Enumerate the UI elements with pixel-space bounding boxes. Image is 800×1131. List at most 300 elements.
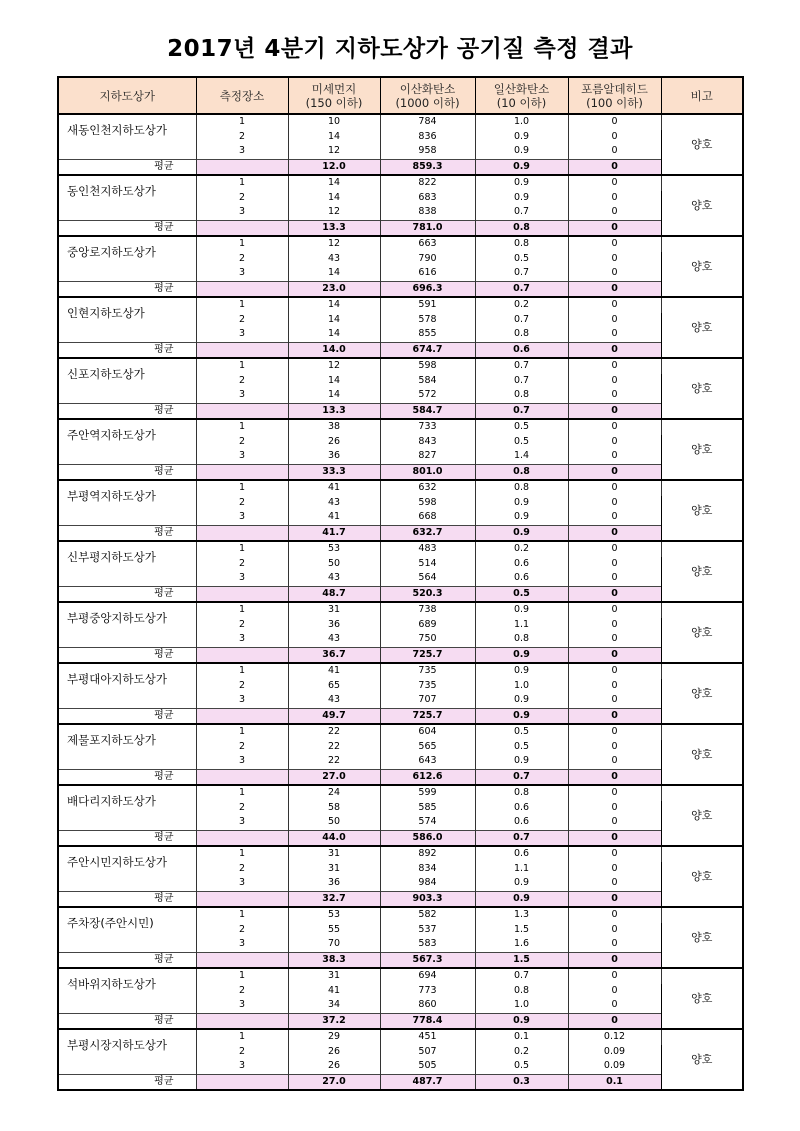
co2-value: 537 <box>380 923 475 938</box>
average-location-blank <box>196 1074 288 1090</box>
pm10-average: 38.3 <box>288 952 380 968</box>
average-row <box>58 769 743 785</box>
location-number: 2 <box>196 191 288 206</box>
location-number: 3 <box>196 1059 288 1074</box>
note-cell: 양호 <box>661 236 743 297</box>
average-row <box>58 342 743 358</box>
co2-value: 855 <box>380 327 475 342</box>
co2-average: 859.3 <box>380 159 475 175</box>
hcho-value: 0 <box>568 801 661 816</box>
co2-value: 984 <box>380 876 475 891</box>
pm10-value: 14 <box>288 175 380 191</box>
average-row <box>58 647 743 663</box>
station-name: 주안역지하도상가 <box>58 419 196 464</box>
co-value: 0.9 <box>475 130 568 145</box>
pm10-value: 43 <box>288 496 380 511</box>
hcho-value: 0 <box>568 663 661 679</box>
pm10-average: 13.3 <box>288 220 380 236</box>
hcho-value: 0 <box>568 144 661 159</box>
note-cell: 양호 <box>661 419 743 480</box>
pm10-value: 36 <box>288 449 380 464</box>
co2-value: 707 <box>380 693 475 708</box>
average-row <box>58 952 743 968</box>
hcho-value: 0 <box>568 571 661 586</box>
pm10-value: 14 <box>288 297 380 313</box>
measurement-row <box>58 785 743 801</box>
co2-value: 572 <box>380 388 475 403</box>
co2-value: 616 <box>380 266 475 281</box>
co-average: 0.7 <box>475 769 568 785</box>
hcho-average: 0 <box>568 769 661 785</box>
location-number: 2 <box>196 313 288 328</box>
pm10-value: 22 <box>288 754 380 769</box>
location-number: 3 <box>196 998 288 1013</box>
co2-value: 574 <box>380 815 475 830</box>
location-number: 1 <box>196 1029 288 1045</box>
hcho-value: 0.09 <box>568 1059 661 1074</box>
co-value: 0.5 <box>475 252 568 267</box>
pm10-value: 34 <box>288 998 380 1013</box>
pm10-average: 49.7 <box>288 708 380 724</box>
co2-value: 822 <box>380 175 475 191</box>
average-row <box>58 708 743 724</box>
note-cell: 양호 <box>661 785 743 846</box>
pm10-value: 24 <box>288 785 380 801</box>
hcho-value: 0 <box>568 984 661 999</box>
header-co: 일산화탄소 (10 이하) <box>475 77 568 114</box>
pm10-value: 65 <box>288 679 380 694</box>
note-cell: 양호 <box>661 297 743 358</box>
station-name: 부평역지하도상가 <box>58 480 196 525</box>
note-cell: 양호 <box>661 724 743 785</box>
co-value: 0.8 <box>475 984 568 999</box>
location-number: 2 <box>196 130 288 145</box>
station-name: 신포지하도상가 <box>58 358 196 403</box>
co2-value: 582 <box>380 907 475 923</box>
hcho-value: 0 <box>568 907 661 923</box>
co2-average: 612.6 <box>380 769 475 785</box>
location-number: 2 <box>196 984 288 999</box>
hcho-average: 0 <box>568 159 661 175</box>
air-quality-table <box>57 76 744 1091</box>
average-row <box>58 159 743 175</box>
pm10-value: 31 <box>288 846 380 862</box>
average-location-blank <box>196 220 288 236</box>
co-average: 0.8 <box>475 220 568 236</box>
co2-value: 683 <box>380 191 475 206</box>
location-number: 3 <box>196 510 288 525</box>
hcho-average: 0 <box>568 952 661 968</box>
header-co2: 이산화탄소 (1000 이하) <box>380 77 475 114</box>
pm10-value: 26 <box>288 1059 380 1074</box>
average-location-blank <box>196 891 288 907</box>
average-row <box>58 1013 743 1029</box>
pm10-value: 14 <box>288 130 380 145</box>
co-value: 1.6 <box>475 937 568 952</box>
co-average: 0.7 <box>475 281 568 297</box>
hcho-value: 0 <box>568 724 661 740</box>
note-cell: 양호 <box>661 358 743 419</box>
co2-value: 843 <box>380 435 475 450</box>
location-number: 3 <box>196 632 288 647</box>
co2-value: 838 <box>380 205 475 220</box>
location-number: 1 <box>196 846 288 862</box>
measurement-row <box>58 846 743 862</box>
station-name: 새동인천지하도상가 <box>58 114 196 159</box>
hcho-value: 0 <box>568 785 661 801</box>
co-value: 0.8 <box>475 632 568 647</box>
pm10-average: 36.7 <box>288 647 380 663</box>
pm10-value: 22 <box>288 740 380 755</box>
co2-average: 725.7 <box>380 647 475 663</box>
co-value: 0.9 <box>475 602 568 618</box>
average-label: 평균 <box>58 525 196 541</box>
pm10-value: 41 <box>288 510 380 525</box>
pm10-average: 41.7 <box>288 525 380 541</box>
average-location-blank <box>196 281 288 297</box>
location-number: 1 <box>196 175 288 191</box>
hcho-value: 0 <box>568 602 661 618</box>
co2-average: 632.7 <box>380 525 475 541</box>
pm10-average: 23.0 <box>288 281 380 297</box>
header-pm10: 미세먼지 (150 이하) <box>288 77 380 114</box>
location-number: 3 <box>196 205 288 220</box>
hcho-value: 0 <box>568 876 661 891</box>
pm10-value: 36 <box>288 876 380 891</box>
location-number: 2 <box>196 923 288 938</box>
co-average: 0.6 <box>475 342 568 358</box>
co-average: 0.8 <box>475 464 568 480</box>
measurement-row <box>58 602 743 618</box>
hcho-value: 0 <box>568 191 661 206</box>
average-row <box>58 830 743 846</box>
co-value: 0.6 <box>475 846 568 862</box>
station-name: 주차장(주안시민) <box>58 907 196 952</box>
co2-value: 598 <box>380 358 475 374</box>
station-name: 부평중앙지하도상가 <box>58 602 196 647</box>
pm10-average: 48.7 <box>288 586 380 602</box>
hcho-average: 0 <box>568 830 661 846</box>
location-number: 3 <box>196 937 288 952</box>
note-cell: 양호 <box>661 480 743 541</box>
average-label: 평균 <box>58 708 196 724</box>
hcho-value: 0 <box>568 846 661 862</box>
hcho-value: 0 <box>568 297 661 313</box>
pm10-value: 43 <box>288 693 380 708</box>
co-value: 0.7 <box>475 358 568 374</box>
hcho-value: 0.09 <box>568 1045 661 1060</box>
co-average: 0.9 <box>475 647 568 663</box>
co-value: 0.8 <box>475 388 568 403</box>
co-value: 0.2 <box>475 541 568 557</box>
hcho-average: 0 <box>568 220 661 236</box>
co-value: 0.7 <box>475 374 568 389</box>
hcho-average: 0 <box>568 525 661 541</box>
co2-value: 836 <box>380 130 475 145</box>
average-location-blank <box>196 830 288 846</box>
hcho-value: 0 <box>568 358 661 374</box>
average-label: 평균 <box>58 952 196 968</box>
pm10-value: 53 <box>288 907 380 923</box>
co-average: 0.3 <box>475 1074 568 1090</box>
average-row <box>58 464 743 480</box>
pm10-value: 41 <box>288 984 380 999</box>
pm10-value: 50 <box>288 815 380 830</box>
co-value: 1.0 <box>475 679 568 694</box>
co2-value: 578 <box>380 313 475 328</box>
co2-value: 860 <box>380 998 475 1013</box>
co-value: 0.7 <box>475 205 568 220</box>
co2-value: 750 <box>380 632 475 647</box>
pm10-value: 43 <box>288 632 380 647</box>
co2-average: 903.3 <box>380 891 475 907</box>
co2-value: 565 <box>380 740 475 755</box>
co-value: 0.5 <box>475 435 568 450</box>
co-value: 0.8 <box>475 480 568 496</box>
hcho-value: 0 <box>568 998 661 1013</box>
pm10-value: 43 <box>288 252 380 267</box>
location-number: 1 <box>196 358 288 374</box>
station-name: 중앙로지하도상가 <box>58 236 196 281</box>
co2-value: 738 <box>380 602 475 618</box>
average-label: 평균 <box>58 647 196 663</box>
station-name: 신부평지하도상가 <box>58 541 196 586</box>
note-cell: 양호 <box>661 846 743 907</box>
pm10-value: 43 <box>288 571 380 586</box>
location-number: 2 <box>196 1045 288 1060</box>
location-number: 2 <box>196 679 288 694</box>
measurement-row <box>58 175 743 191</box>
hcho-value: 0 <box>568 374 661 389</box>
co-value: 1.0 <box>475 114 568 130</box>
co2-value: 735 <box>380 679 475 694</box>
hcho-value: 0.12 <box>568 1029 661 1045</box>
measurement-row <box>58 236 743 252</box>
note-cell: 양호 <box>661 663 743 724</box>
co2-value: 733 <box>380 419 475 435</box>
pm10-value: 38 <box>288 419 380 435</box>
co-value: 0.6 <box>475 571 568 586</box>
co2-average: 781.0 <box>380 220 475 236</box>
average-label: 평균 <box>58 891 196 907</box>
pm10-value: 12 <box>288 236 380 252</box>
average-label: 평균 <box>58 464 196 480</box>
average-row <box>58 403 743 419</box>
station-name: 부평대아지하도상가 <box>58 663 196 708</box>
pm10-value: 14 <box>288 191 380 206</box>
location-number: 1 <box>196 663 288 679</box>
pm10-value: 29 <box>288 1029 380 1045</box>
pm10-value: 14 <box>288 266 380 281</box>
average-label: 평균 <box>58 769 196 785</box>
hcho-value: 0 <box>568 205 661 220</box>
pm10-value: 36 <box>288 618 380 633</box>
hcho-value: 0 <box>568 496 661 511</box>
location-number: 3 <box>196 144 288 159</box>
co-value: 0.1 <box>475 1029 568 1045</box>
measurement-row <box>58 541 743 557</box>
pm10-value: 31 <box>288 602 380 618</box>
co2-value: 451 <box>380 1029 475 1045</box>
location-number: 3 <box>196 327 288 342</box>
hcho-value: 0 <box>568 862 661 877</box>
hcho-value: 0 <box>568 815 661 830</box>
location-number: 3 <box>196 693 288 708</box>
pm10-value: 31 <box>288 862 380 877</box>
pm10-average: 37.2 <box>288 1013 380 1029</box>
hcho-value: 0 <box>568 679 661 694</box>
hcho-value: 0 <box>568 618 661 633</box>
location-number: 1 <box>196 419 288 435</box>
co2-value: 784 <box>380 114 475 130</box>
pm10-average: 14.0 <box>288 342 380 358</box>
average-location-blank <box>196 769 288 785</box>
location-number: 3 <box>196 754 288 769</box>
station-name: 동인천지하도상가 <box>58 175 196 220</box>
location-number: 1 <box>196 602 288 618</box>
measurement-row <box>58 297 743 313</box>
pm10-value: 14 <box>288 327 380 342</box>
station-name: 제물포지하도상가 <box>58 724 196 769</box>
pm10-value: 70 <box>288 937 380 952</box>
note-cell: 양호 <box>661 1029 743 1090</box>
pm10-value: 58 <box>288 801 380 816</box>
pm10-value: 12 <box>288 144 380 159</box>
measurement-row <box>58 358 743 374</box>
co-value: 1.1 <box>475 862 568 877</box>
page-title: 2017년 4분기 지하도상가 공기질 측정 결과 <box>167 36 633 62</box>
co2-average: 674.7 <box>380 342 475 358</box>
hcho-average: 0 <box>568 281 661 297</box>
co-value: 0.8 <box>475 236 568 252</box>
average-row <box>58 891 743 907</box>
co-average: 0.9 <box>475 891 568 907</box>
location-number: 1 <box>196 236 288 252</box>
hcho-average: 0 <box>568 647 661 663</box>
location-number: 1 <box>196 480 288 496</box>
average-location-blank <box>196 1013 288 1029</box>
co-value: 0.8 <box>475 327 568 342</box>
co2-value: 735 <box>380 663 475 679</box>
co-value: 1.0 <box>475 998 568 1013</box>
location-number: 3 <box>196 876 288 891</box>
table-body <box>58 114 743 1090</box>
pm10-value: 22 <box>288 724 380 740</box>
co2-value: 599 <box>380 785 475 801</box>
co-value: 0.2 <box>475 1045 568 1060</box>
average-location-blank <box>196 647 288 663</box>
co2-average: 520.3 <box>380 586 475 602</box>
average-label: 평균 <box>58 281 196 297</box>
average-location-blank <box>196 403 288 419</box>
co2-average: 801.0 <box>380 464 475 480</box>
location-number: 2 <box>196 801 288 816</box>
pm10-value: 10 <box>288 114 380 130</box>
co2-value: 834 <box>380 862 475 877</box>
co2-value: 505 <box>380 1059 475 1074</box>
location-number: 2 <box>196 618 288 633</box>
co2-average: 725.7 <box>380 708 475 724</box>
location-number: 3 <box>196 449 288 464</box>
header-note: 비고 <box>661 77 743 114</box>
location-number: 2 <box>196 862 288 877</box>
location-number: 1 <box>196 541 288 557</box>
average-location-blank <box>196 525 288 541</box>
average-label: 평균 <box>58 159 196 175</box>
average-label: 평균 <box>58 403 196 419</box>
hcho-average: 0 <box>568 891 661 907</box>
pm10-average: 13.3 <box>288 403 380 419</box>
co2-value: 827 <box>380 449 475 464</box>
co2-value: 583 <box>380 937 475 952</box>
co-value: 1.4 <box>475 449 568 464</box>
pm10-value: 53 <box>288 541 380 557</box>
average-label: 평균 <box>58 220 196 236</box>
co2-value: 604 <box>380 724 475 740</box>
measurement-row <box>58 419 743 435</box>
co2-value: 663 <box>380 236 475 252</box>
co2-value: 584 <box>380 374 475 389</box>
co-average: 0.9 <box>475 159 568 175</box>
measurement-row <box>58 663 743 679</box>
co-value: 0.6 <box>475 557 568 572</box>
co-value: 0.9 <box>475 144 568 159</box>
location-number: 1 <box>196 114 288 130</box>
co-value: 0.6 <box>475 815 568 830</box>
hcho-value: 0 <box>568 449 661 464</box>
co2-value: 668 <box>380 510 475 525</box>
co-value: 0.7 <box>475 968 568 984</box>
pm10-value: 41 <box>288 480 380 496</box>
hcho-average: 0 <box>568 342 661 358</box>
co2-value: 773 <box>380 984 475 999</box>
header-station: 지하도상가 <box>58 77 196 114</box>
hcho-value: 0 <box>568 557 661 572</box>
note-cell: 양호 <box>661 907 743 968</box>
location-number: 1 <box>196 724 288 740</box>
average-location-blank <box>196 586 288 602</box>
co2-value: 632 <box>380 480 475 496</box>
average-label: 평균 <box>58 342 196 358</box>
co-value: 1.5 <box>475 923 568 938</box>
location-number: 2 <box>196 435 288 450</box>
hcho-value: 0 <box>568 435 661 450</box>
hcho-value: 0 <box>568 236 661 252</box>
average-location-blank <box>196 464 288 480</box>
hcho-value: 0 <box>568 175 661 191</box>
hcho-value: 0 <box>568 114 661 130</box>
hcho-average: 0.1 <box>568 1074 661 1090</box>
location-number: 1 <box>196 968 288 984</box>
pm10-value: 31 <box>288 968 380 984</box>
co2-value: 585 <box>380 801 475 816</box>
note-cell: 양호 <box>661 968 743 1029</box>
pm10-value: 14 <box>288 374 380 389</box>
co2-value: 598 <box>380 496 475 511</box>
average-label: 평균 <box>58 586 196 602</box>
co2-value: 689 <box>380 618 475 633</box>
hcho-value: 0 <box>568 510 661 525</box>
table-header-row <box>58 77 743 114</box>
hcho-average: 0 <box>568 464 661 480</box>
location-number: 1 <box>196 785 288 801</box>
location-number: 3 <box>196 571 288 586</box>
pm10-value: 26 <box>288 435 380 450</box>
average-row <box>58 586 743 602</box>
note-cell: 양호 <box>661 541 743 602</box>
hcho-value: 0 <box>568 740 661 755</box>
measurement-row <box>58 114 743 130</box>
